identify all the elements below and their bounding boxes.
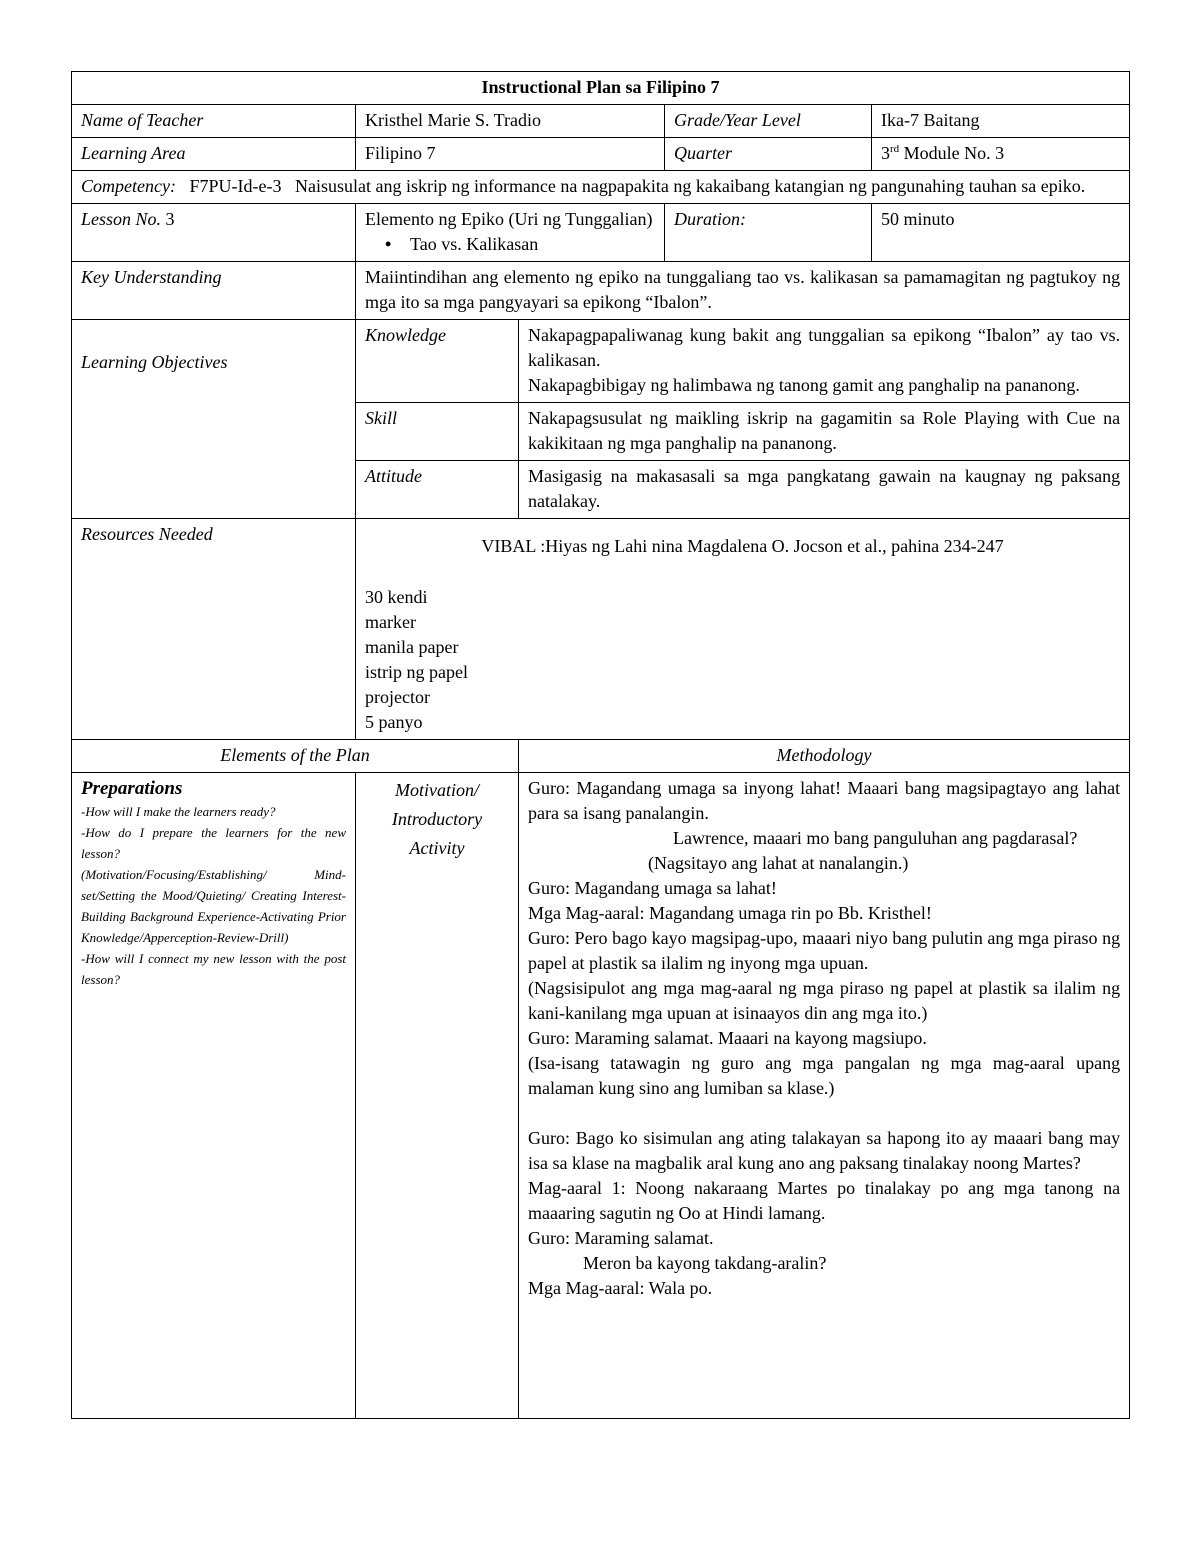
teacher-value: Kristhel Marie S. Tradio (356, 105, 665, 138)
prep-line: (Motivation/Focusing/Establishing/ Mind-set/Setting the Mood/Quieting/ Creating Interest-Building Background Experience-Activating Prior Knowledge/Apperception-Review-Drill) (81, 867, 346, 945)
skill-label: Skill (356, 403, 519, 461)
competency-cell (72, 171, 1130, 204)
lesson-label-cell (72, 204, 356, 262)
grade-label: Grade/Year Level (665, 105, 872, 138)
methodology-line: Guro: Maraming salamat. Maaari na kayong magsiupo. (528, 1028, 927, 1048)
competency-code: F7PU-Id-e-3 (189, 176, 282, 196)
resources-label: Resources Needed (72, 519, 356, 740)
key-understanding-row (72, 262, 1130, 320)
area-value: Filipino 7 (356, 138, 665, 171)
resource-item: 30 kendi (365, 587, 428, 607)
methodology-line: Meron ba kayong takdang-aralin? (583, 1253, 827, 1273)
methodology-line: Lawrence, maaari mo bang panguluhan ang pagdarasal? (673, 828, 1078, 848)
prep-line: -How will I connect my new lesson with the post lesson? (81, 951, 346, 987)
competency-text: Naisusulat ang iskrip ng informance na nagpapakita ng kakaibang katangian ng pangunahing tauhan sa epiko. (294, 176, 1086, 196)
methodology-cell (519, 773, 1130, 1419)
teacher-row (72, 105, 1130, 138)
lesson-title-cell (356, 204, 665, 262)
resource-item: projector (365, 687, 430, 707)
objectives-label: Learning Objectives (72, 320, 356, 519)
duration-value: 50 minuto (872, 204, 1130, 262)
quarter-label: Quarter (665, 138, 872, 171)
resources-list (365, 585, 1120, 735)
resource-item: marker (365, 612, 416, 632)
skill-text: Nakapagsusulat ng maikling iskrip na gagamitin sa Role Playing with Cue na kakikitaan ng mga panghalip na pananong. (519, 403, 1130, 461)
activity-line: Introductory (391, 809, 483, 829)
lesson-title: Elemento ng Epiko (Uri ng Tunggalian) (365, 209, 653, 229)
methodology-line: Guro: Pero bago kayo magsipag-upo, maaari niyo bang pulutin ang mga piraso ng papel at plastik sa ilalim ng inyong mga upuan. (528, 928, 1121, 973)
attitude-label: Attitude (356, 461, 519, 519)
duration-label: Duration: (665, 204, 872, 262)
methodology-line: Guro: Magandang umaga sa inyong lahat! Maaari bang magsipagtayo ang lahat para sa isang panalangin. (528, 778, 1121, 823)
methodology-line: (Nagsisipulot ang mga mag-aaral ng mga piraso ng papel at plastik sa ilalim ng kani-kanilang mga upuan at isinaayos din ang mga ito.) (528, 978, 1121, 1023)
prep-line: -How do I prepare the learners for the new lesson? (81, 825, 346, 861)
methodology-header: Methodology (519, 740, 1130, 773)
competency-row (72, 171, 1130, 204)
methodology-line: Guro: Bago ko sisimulan ang ating talakayan sa hapong ito ay maaari bang may isa sa klase na magbalik aral kung ano ang paksang tinalakay noong Martes? (528, 1128, 1121, 1173)
resource-item: istrip ng papel (365, 662, 468, 682)
preparations-title: Preparations (81, 778, 183, 799)
methodology-line: Guro: Magandang umaga sa lahat! (528, 878, 777, 898)
attitude-text: Masigasig na makasasali sa mga pangkatang gawain na kaugnay ng paksang natalakay. (519, 461, 1130, 519)
resource-item: 5 panyo (365, 712, 423, 732)
key-understanding-text: Maiintindihan ang elemento ng epiko na tunggaliang tao vs. kalikasan sa pamamagitan ng pagtukoy ng mga ito sa mga pangyayari sa epikong “Ibalon”. (356, 262, 1130, 320)
resource-item: manila paper (365, 637, 459, 657)
plan-header-row (72, 740, 1130, 773)
methodology-line: (Nagsitayo ang lahat at nanalangin.) (648, 853, 909, 873)
methodology-line: Mga Mag-aaral: Magandang umaga rin po Bb. Kristhel! (528, 903, 932, 923)
methodology-line: Mga Mag-aaral: Wala po. (528, 1278, 713, 1298)
grade-value: Ika-7 Baitang (872, 105, 1130, 138)
lesson-label: Lesson No. (81, 209, 162, 229)
knowledge-objective-2: Nakapagbibigay ng halimbawa ng tanong gamit ang panghalip na pananong. (528, 375, 1080, 395)
page-title: Instructional Plan sa Filipino 7 (72, 72, 1130, 105)
teacher-label: Name of Teacher (72, 105, 356, 138)
activity-line: Activity (409, 838, 465, 858)
resources-row (72, 519, 1130, 740)
lesson-number: 3 (165, 209, 175, 229)
knowledge-row (72, 320, 1130, 403)
competency-label: Competency: (81, 176, 176, 196)
spacer (528, 1101, 1120, 1126)
lesson-bullet: • Tao vs. Kalikasan (410, 232, 655, 257)
key-understanding-label: Key Understanding (72, 262, 356, 320)
quarter-suffix: rd (890, 143, 900, 155)
area-label: Learning Area (72, 138, 356, 171)
instructional-plan-table (71, 71, 1130, 1419)
methodology-line: Guro: Maraming salamat. (528, 1228, 714, 1248)
knowledge-objective-1: Nakapagpapaliwanag kung bakit ang tunggalian sa epikong “Ibalon” ay tao vs. kalikasan. (528, 325, 1121, 370)
methodology-line: Mag-aaral 1: Noong nakaraang Martes po tinalakay po ang mga tanong na maaaring sagutin ng Oo at Hindi lamang. (528, 1178, 1121, 1223)
preparations-cell (72, 773, 356, 1419)
resources-main: VIBAL :Hiyas ng Lahi nina Magdalena O. Jocson et al., pahina 234-247 (481, 536, 1004, 556)
module-number: Module No. 3 (899, 143, 1005, 163)
area-row (72, 138, 1130, 171)
activity-cell (356, 773, 519, 1419)
knowledge-label: Knowledge (356, 320, 519, 403)
lesson-row (72, 204, 1130, 262)
title-row (72, 72, 1130, 105)
elements-header: Elements of the Plan (72, 740, 519, 773)
knowledge-text-cell (519, 320, 1130, 403)
quarter-number: 3 (881, 143, 890, 163)
plan-body-row (72, 773, 1130, 1419)
methodology-line: (Isa-isang tatawagin ng guro ang mga pangalan ng mga mag-aaral upang malaman kung sino ang lumiban sa klase.) (528, 1053, 1121, 1098)
quarter-value (872, 138, 1130, 171)
prep-line: -How will I make the learners ready? (81, 804, 276, 819)
activity-line: Motivation/ (395, 780, 479, 800)
lesson-bullet-list (365, 232, 655, 257)
resources-cell (356, 519, 1130, 740)
